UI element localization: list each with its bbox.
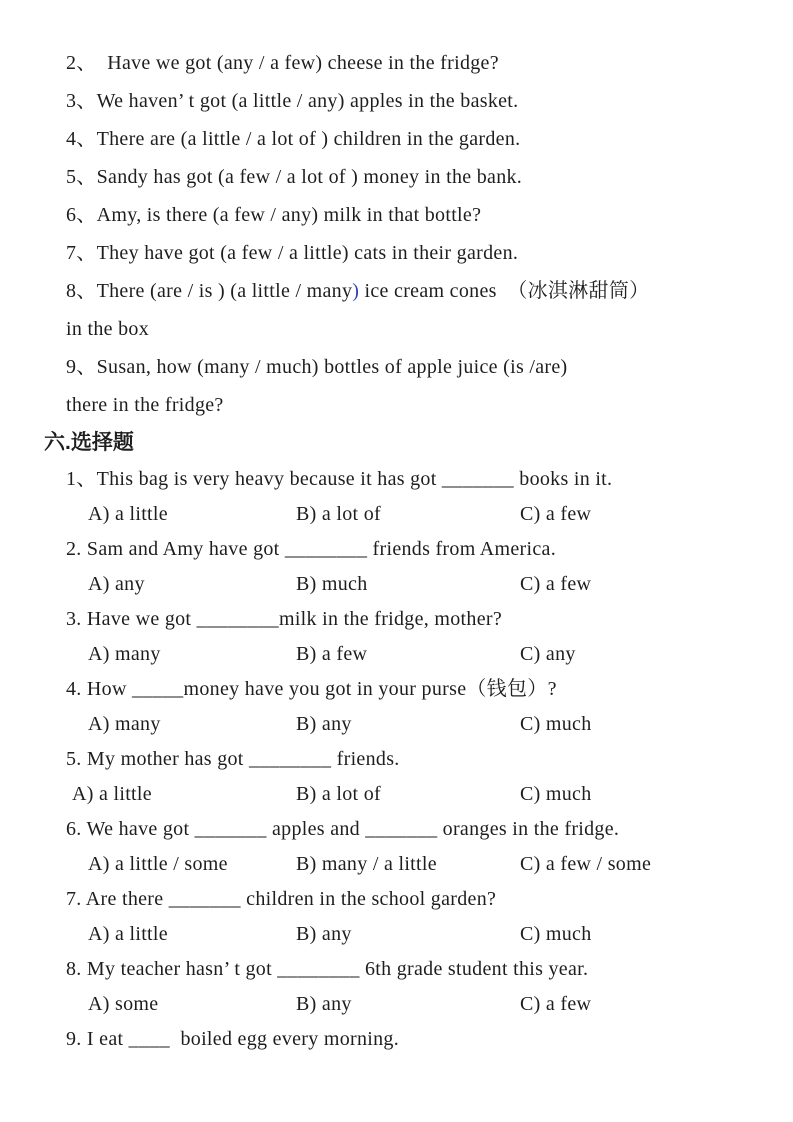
question-1-text: 1、This bag is very heavy because it has got _______ books in it. (66, 468, 613, 490)
option-b: B) any (296, 923, 352, 945)
question-7-options (0, 917, 793, 952)
option-c: C) much (520, 713, 592, 735)
option-a: A) many (88, 643, 161, 665)
question-2-text: 2. Sam and Amy have got ________ friends from America. (66, 538, 556, 560)
question-4-text: 4. How _____money have you got in your purse（钱包）? (66, 678, 557, 700)
exercise-line-9-continuation: there in the fridge? (66, 394, 224, 416)
question-6-options (0, 847, 793, 882)
option-a: A) any (88, 573, 145, 595)
option-c: C) any (520, 643, 576, 665)
option-b: B) any (296, 713, 352, 735)
option-a: A) many (88, 713, 161, 735)
question-3-options (0, 637, 793, 672)
question-8-text: 8. My teacher hasn’ t got ________ 6th grade student this year. (66, 958, 589, 980)
question-6-text: 6. We have got _______ apples and _______ oranges in the fridge. (66, 818, 620, 840)
question-5-text: 5. My mother has got ________ friends. (66, 748, 400, 770)
option-c: C) much (520, 783, 592, 805)
question-8-options (0, 987, 793, 1022)
option-b: B) a lot of (296, 503, 381, 525)
option-c: C) a few (520, 993, 592, 1015)
option-c: C) a few (520, 503, 592, 525)
question-1-options (0, 497, 793, 532)
exercise-line-4: 4、There are (a little / a lot of ) children in the garden. (66, 128, 521, 150)
exercise-line-5: 5、Sandy has got (a few / a lot of ) money in the bank. (66, 166, 523, 188)
exercise-line-2: 2、 Have we got (any / a few) cheese in the fridge? (66, 52, 499, 74)
section-header: 六.选择题 (44, 431, 134, 454)
exercise-line-8-post: ice cream cones （冰淇淋甜筒） (359, 280, 650, 302)
option-b: B) a few (296, 643, 368, 665)
option-a: A) a little (72, 783, 152, 805)
option-b: B) any (296, 993, 352, 1015)
option-b: B) much (296, 573, 368, 595)
exercise-line-8-pre: 8、There (are / is ) (a little / many (66, 280, 353, 302)
option-a: A) a little (88, 923, 168, 945)
question-3-text: 3. Have we got ________milk in the fridge, mother? (66, 608, 503, 630)
blue-parenthesis: ) (352, 280, 360, 302)
question-7-text: 7. Are there _______ children in the school garden? (66, 888, 497, 910)
exercise-line-8-continuation: in the box (66, 318, 149, 340)
question-2-options (0, 567, 793, 602)
question-5-options (0, 777, 793, 812)
exercise-line-6: 6、Amy, is there (a few / any) milk in that bottle? (66, 204, 482, 226)
option-b: B) many / a little (296, 853, 437, 875)
exercise-line-8 (0, 272, 793, 310)
exercise-line-7: 7、They have got (a few / a little) cats in their garden. (66, 242, 519, 264)
question-4-options (0, 707, 793, 742)
option-c: C) much (520, 923, 592, 945)
exercise-line-3: 3、We haven’ t got (a little / any) apples in the basket. (66, 90, 519, 112)
multiple-choice-section (0, 462, 793, 1057)
option-b: B) a lot of (296, 783, 381, 805)
fill-in-section (0, 0, 793, 424)
exercise-line-9: 9、Susan, how (many / much) bottles of apple juice (is /are) (66, 356, 568, 378)
option-a: A) a little / some (88, 853, 228, 875)
option-a: A) some (88, 993, 159, 1015)
question-9-text: 9. I eat ____ boiled egg every morning. (66, 1028, 400, 1050)
option-c: C) a few (520, 573, 592, 595)
option-c: C) a few / some (520, 853, 652, 875)
option-a: A) a little (88, 503, 168, 525)
